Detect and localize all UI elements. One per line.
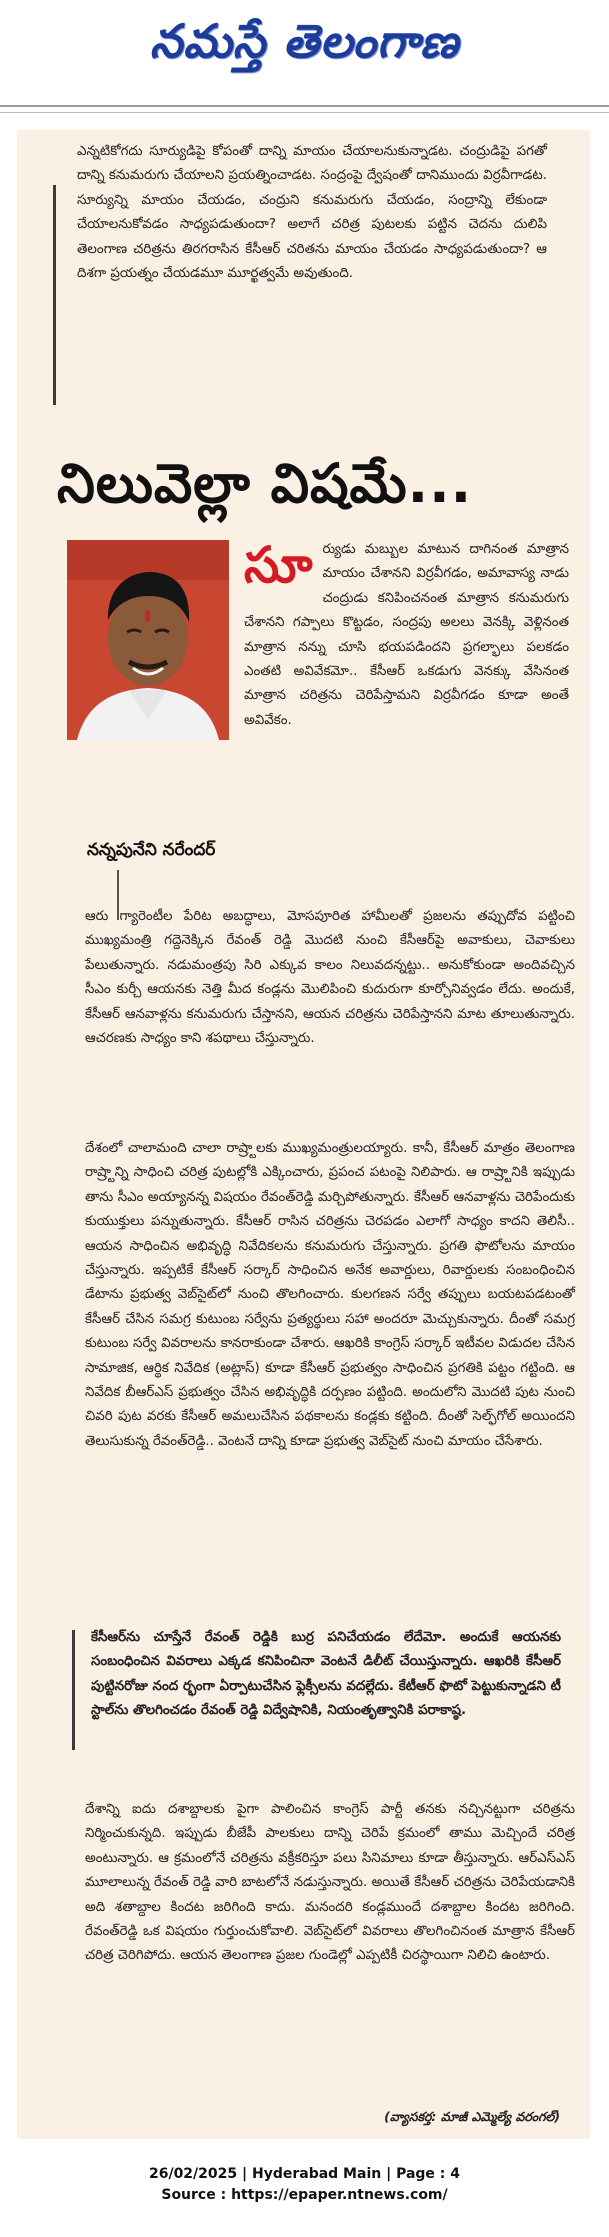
masthead xyxy=(0,0,609,110)
quote-accent-bar xyxy=(72,1630,75,1750)
intro-text: ఎన్నటికోగదు సూర్యుడిపై కోపంతో దాన్ని మాయం చేయాలనుకున్నాడట. చంద్రుడిపై పగతో దాన్ని కనుమరుగు చేయాలని ప్రయత్నించాడట. సంద్రంపై ద్వేషంతో దానిముందు విర్రవీగాడట. సూర్యున్ని మాయం చేయడం, చంద్రుని కనుమరుగు చేయడం, సంద్రాన్ని లేకుండా చేయాలనుకోవడం సాధ్యపడుతుందా? అలాగే చరిత్ర పుటలకు పట్టిన చెదను దులిపి తెలంగాణ చరిత్రను తిరగరాసిన కేసీఆర్ చరితను మాయం చేయడం సాధ్యపడుతుందా? ఆ దిశగా ప్రయత్నం చేయడమూ మూర్ఖత్వమే అవుతుంది. xyxy=(77,144,547,282)
author-name: నన్నపునేని నరేందర్ xyxy=(87,840,216,860)
footer-date-edition: 26/02/2025 | Hyderabad Main | Page : 4 xyxy=(148,2166,461,2182)
pull-quote: కేసీఆర్‌ను చూస్తేనే రేవంత్ రెడ్డికి బుర్ర పనిచేయడం లేదేమో. అందుకే ఆయనకు సంబంధించిన వివరాలు ఎక్కడ కనిపించినా వెంటనే డిలీట్ చేయిస్తున్నారు. ఆఖరికి కేసీఆర్ పుట్టినరోజు నంద ర్భంగా ఏర్పాటుచేసిన ఫ్లెక్సీలను వదల్లేదు. కేటీఆర్ ఫొటో పెట్టుకున్నాడని టీ స్టాల్‌ను తొలగించడం రేవంత్ రెడ్డి విద్వేషానికి, నియంతృత్వానికి పరాకాష్ఠ. xyxy=(91,1630,561,1719)
author-portrait xyxy=(67,540,229,740)
paragraph-1: ఆరు గ్యారెంటీల పేరిట అబద్ధాలు, మోసపూరిత హామీలతో ప్రజలను తప్పుదోవ పట్టించి ముఖ్యమంత్రి గద్దెనెక్కిన రేవంత్ రెడ్డి మొదటి నుంచి కేసీఆర్‌పై అవాకులు, చెవాకులు పేలుతున్నారు. నడుమంత్రపు సిరి ఎక్కువ కాలం నిలువదన్నట్టు.. అనుకోకుండా అందివచ్చిన సీఎం కుర్చీ ఆయనకు నెత్తి మీద కండ్లను మొలిపించి కుదురుగా కూర్చోనివ్వడం లేదు. అందుకే, కేసీఆర్ ఆనవాళ్లను కనుమరుగు చేస్తానని, ఆయన చరిత్రను చెరిపేస్తానని మాట తూలుతున్నారు. ఆచరణకు సాధ్యం కాని శపథాలు చేస్తున్నారు. xyxy=(85,909,575,1047)
column-right-text: ర్యుడు మబ్బుల మాటున దాగినంత మాత్రాన మాయం చేశానని విర్రవీగడం, అమావాస్య నాడు చంద్రుడు కనిపించనంత మాత్రాన కనుమరుగు చేశానని గప్పాలు కొట్టడం, సంద్రపు అలలు వెనక్కి వెళ్లినంత మాత్రాన నన్ను చూసి భయపడిందని ప్రగల్భాలు పలకడం ఎంతటి అవివేకమో.. కేసీఆర్ ఒకడుగు వెనక్కు వేసినంత మాత్రాన చరిత్రను చెరిపేస్తామని విర్రవీగడం కూడా అంతే అవివేకం. xyxy=(244,542,569,728)
author-photo xyxy=(67,540,229,740)
masthead-title: నమస్తే తెలంగాణ xyxy=(149,14,460,68)
article-panel xyxy=(17,130,590,2139)
headline: నిలువెల్లా విషమే... xyxy=(57,452,473,515)
intro-accent-bar xyxy=(53,185,56,405)
footer-source-link[interactable]: Source : https://epaper.ntnews.com/ xyxy=(161,2187,448,2203)
drop-cap: సూ xyxy=(244,536,313,594)
author-credit: (వ్యాసకర్త: మాజీ ఎమ్మెల్యే వరంగల్) xyxy=(384,2109,560,2124)
paragraph-2: దేశంలో చాలామంది చాలా రాష్ర్టాలకు ముఖ్యమంత్రులయ్యారు. కానీ, కేసీఆర్ మాత్రం తెలంగాణ రాష్ర్టాన్ని సాధించి చరిత్ర పుటల్లోకి ఎక్కించారు, ప్రపంచ పటంపై నిలిపారు. ఆ రాష్ర్టానికి ఇప్పుడు తాను సీఎం అయ్యానన్న విషయం రేవంత్‌రెడ్డి మర్చిపోతున్నారు. కేసీఆర్ ఆనవాళ్లను చెరిపేందుకు కుయుక్తులు పన్నుతున్నారు. కేసీఆర్ రాసిన చరిత్రను చెరపడం ఎలాగో సాధ్యం కాదని తెలిసీ.. ఆయన సాధించిన అభివృద్ధి నివేదికలను కనుమరుగు చేస్తున్నారు. ప్రగతి ఫొటోలను మాయం చేస్తున్నారు. ఇప్పటికే కేసీఆర్ సర్కార్ సాధించిన అనేక అవార్డులు, రివార్డులకు సంబంధించిన డేటాను ప్రభుత్వ వెబ్‌సైట్‌లో నుంచి తొలగించారు. కులగణన సర్వే తప్పులు బయటపడటంతో కేసీఆర్ చేసిన సమగ్ర కుటుంబ సర్వేను ప్రత్యర్థులు సహా అందరూ మెచ్చుకున్నారు. దీంతో సమగ్ర కుటుంబ సర్వే వివరాలను కానరాకుండా చేశారు. ఆఖరికి కాంగ్రెస్ సర్కార్ ఇటీవల విడుదల చేసిన సామాజిక, ఆర్థిక నివేదిక (అట్లాస్) కూడా కేసీఆర్ ప్రభుత్వం సాధించిన ప్రగతికి పట్టం గట్టింది. ఆ నివేదిక బీఆర్‌ఎస్ ప్రభుత్వం చేసిన అభివృద్ధికి దర్పణం పట్టింది. అందులోని మొదటి పుట నుంచి చివరి పుట వరకు కేసీఆర్ అమలుచేసిన పథకాలను కండ్లకు కట్టింది. దీంతో సెల్ఫ్‌గోల్ అయిందని తెలుసుకున్న రేవంత్‌రెడ్డి.. వెంటనే దాన్ని కూడా ప్రభుత్వ వెబ్‌సైట్ నుంచి మాయం చేసేశారు. xyxy=(85,1141,575,1449)
paragraph-3: దేశాన్ని ఐదు దశాబ్దాలకు పైగా పాలించిన కాంగ్రెస్ పార్టీ తనకు నచ్చినట్టుగా చరిత్రను నిర్మించుకున్నది. ఇప్పుడు బీజేపీ పాలకులు దాన్ని చెరిపే క్రమంలో తాము మెచ్చిందే చరిత్ర అంటున్నారు. ఆ క్రమంలోనే చరిత్రను వక్రీకరిస్తూ పలు సినిమాలు కూడా తీస్తున్నారు. ఆర్‌ఎస్‌ఎస్ మూలాలున్న రేవంత్ రెడ్డి వారి బాటలోనే నడుస్తున్నారు. అయితే కేసీఆర్ చరిత్రను చెరిపేయడానికి అది శతాబ్దాల కిందట జరిగింది కాదు. మనందరి కండ్లముందే దశాబ్దాల కిందట జరిగింది. రేవంత్‌రెడ్డి ఒక విషయం గుర్తుంచుకోవాలి. వెబ్‌సైట్‌లో వివరాలు తొలగించినంత మాత్రాన కేసీఆర్ చరిత్ర చెరిగిపోదు. ఆయన తెలంగాణ ప్రజల గుండెల్లో ఎప్పటికీ చిరస్థాయిగా నిలిచి ఉంటారు. xyxy=(85,1802,575,1964)
masthead-rule-thin xyxy=(0,112,609,113)
masthead-rule xyxy=(0,105,609,107)
article-column-right xyxy=(244,538,569,733)
footer xyxy=(0,2164,609,2206)
